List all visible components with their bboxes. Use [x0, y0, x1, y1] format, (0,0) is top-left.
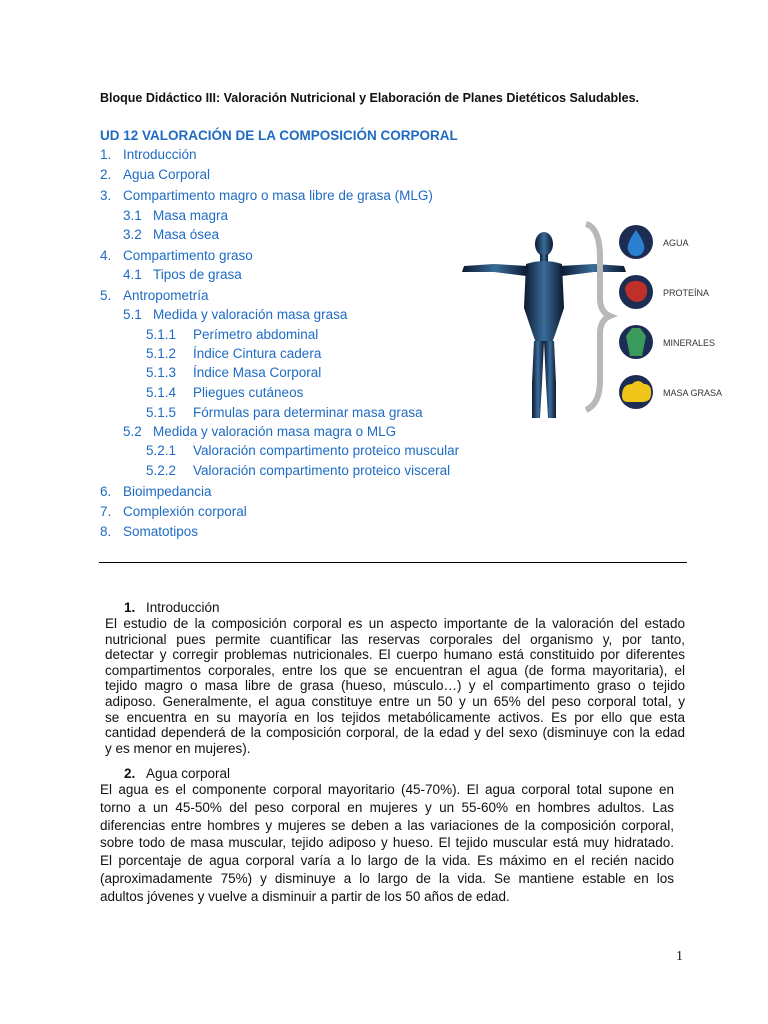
- toc-item[interactable]: [100, 147, 197, 162]
- toc-item-label: Masa ósea: [153, 227, 220, 242]
- toc-item-number: 5.1.5: [146, 405, 177, 420]
- toc-item-number: 5.1: [123, 307, 142, 322]
- toc-item-number: 3.: [100, 188, 112, 203]
- toc-item[interactable]: [100, 288, 209, 303]
- toc-item-number: 5.2: [123, 424, 142, 439]
- toc-item-label: Valoración compartimento proteico visceral: [193, 463, 451, 478]
- section-heading: [124, 600, 220, 615]
- section-title: Introducción: [146, 600, 220, 615]
- toc-item-number: 8.: [100, 524, 112, 539]
- toc-item-label: Compartimento magro o masa libre de grasa (MLG): [123, 188, 433, 203]
- toc-item-number: 5.1.3: [146, 365, 177, 380]
- toc-item-label: Somatotipos: [123, 524, 199, 539]
- toc-item-label: Índice Masa Corporal: [193, 365, 322, 380]
- toc-item-number: 4.1: [123, 267, 142, 282]
- paragraph-line: (aproximadamente 75%) y disminuye a lo largo de la vida. Se mantiene estable en los: [100, 870, 674, 886]
- toc-item-label: Complexión corporal: [123, 504, 247, 519]
- toc-item[interactable]: [100, 524, 198, 539]
- toc-item[interactable]: [100, 248, 253, 263]
- toc-item-label: Tipos de grasa: [153, 267, 242, 282]
- toc-item[interactable]: [123, 227, 219, 242]
- paragraph-line: El porcentaje de agua corporal varía a lo largo de la vida. Es máximo en el recién nacido: [100, 853, 674, 869]
- toc-item-label: Medida y valoración masa grasa: [153, 307, 348, 322]
- toc-item[interactable]: [100, 188, 433, 203]
- toc-item-label: Valoración compartimento proteico muscular: [193, 443, 460, 458]
- toc-item-number: 2.: [100, 167, 112, 182]
- paragraph-line: cantidad dependerá de la composición corporal, de la edad y del sexo (disminuye con la edad: [105, 725, 685, 741]
- toc-item[interactable]: [123, 307, 347, 322]
- toc-item[interactable]: [100, 504, 247, 519]
- figure-label-protein: PROTEÍNA: [663, 288, 710, 298]
- paragraph-line: tejido magro o masa libre de grasa (hueso, músculo…) y el compartimento graso o tejido: [105, 678, 685, 694]
- toc-item-label: Compartimento graso: [123, 248, 253, 263]
- toc-item[interactable]: [146, 385, 303, 400]
- section-number: 2.: [124, 766, 136, 781]
- toc-item-label: Bioimpedancia: [123, 484, 212, 499]
- brace-icon: [586, 224, 610, 410]
- toc-item[interactable]: [123, 267, 242, 282]
- unit-title: UD 12 VALORACIÓN DE LA COMPOSICIÓN CORPORAL: [100, 128, 458, 143]
- figure-label-minerals: MINERALES: [663, 338, 716, 348]
- toc-item-label: Antropometría: [123, 288, 209, 303]
- toc-item[interactable]: [146, 346, 321, 361]
- paragraph-line: El agua es el componente corporal mayoritario (45-70%). El agua corporal total supone en: [100, 782, 674, 797]
- toc-item[interactable]: [100, 484, 212, 499]
- toc-item-label: Perímetro abdominal: [193, 327, 319, 342]
- paragraph-line: detectar y corregir problemas nutricionales. El cuerpo humano está constituido por diferentes: [105, 647, 685, 663]
- divider: [99, 562, 687, 563]
- figure-label-fat: MASA GRASA: [663, 388, 723, 398]
- toc-item-number: 5.1.1: [146, 327, 177, 342]
- paragraph-line: El estudio de la composición corporal es un aspecto importante de la valoración del estado: [105, 616, 685, 631]
- toc-item[interactable]: [146, 405, 423, 420]
- toc-item-number: 4.: [100, 248, 112, 263]
- body-composition-illustration: [454, 208, 738, 428]
- section-number: 1.: [124, 600, 136, 615]
- toc-item[interactable]: [146, 463, 450, 478]
- section-heading: [124, 766, 230, 781]
- toc-item-number: 5.2.2: [146, 463, 177, 478]
- toc-item-label: Agua Corporal: [123, 167, 211, 182]
- page-number: 1: [676, 949, 683, 964]
- figure-label-water: AGUA: [663, 238, 689, 248]
- toc-item-number: 6.: [100, 484, 112, 499]
- paragraph-line: compartimentos corporales, entre los que se encuentran el agua (de forma mayoritaria), el: [105, 662, 685, 678]
- toc-item-label: Masa magra: [153, 208, 229, 223]
- body-composition-figure: [454, 208, 738, 428]
- toc-item-label: Medida y valoración masa magra o MLG: [153, 424, 397, 439]
- toc-item[interactable]: [123, 424, 396, 439]
- toc-item[interactable]: [146, 327, 318, 342]
- section-title: Agua corporal: [146, 766, 231, 781]
- toc-item[interactable]: [100, 167, 210, 182]
- toc-item-label: Fórmulas para determinar masa grasa: [193, 405, 423, 420]
- toc-item-number: 5.1.4: [146, 385, 177, 400]
- toc-item-number: 7.: [100, 504, 112, 519]
- block-title: Bloque Didáctico III: Valoración Nutricional y Elaboración de Planes Dietéticos Saludables.: [100, 91, 640, 105]
- toc-item-number: 1.: [100, 147, 112, 162]
- toc-item-number: 3.1: [123, 208, 142, 223]
- toc-item[interactable]: [146, 365, 321, 380]
- paragraph-line: nutricional pues permite cuantificar las reservas corporales del organismo y, por tanto,: [105, 631, 685, 647]
- paragraph-line: diferencias entre hombres y mujeres se deben a las variaciones de la composición corporal,: [100, 817, 674, 833]
- section-paragraph: [100, 781, 674, 906]
- paragraph-line: se encuentra en su mayoría en los tejidos metabólicamente activos. Es por ello que esta: [105, 709, 685, 725]
- section-paragraph: [105, 616, 685, 756]
- paragraph-line: adiposo. Generalmente, el agua constituye entre un 50 y un 65% del peso corporal total, y: [105, 693, 685, 709]
- paragraph-line: adultos jóvenes y vuelve a disminuir a partir de los 50 años de edad.: [100, 888, 510, 904]
- toc-item-number: 5.2.1: [146, 443, 177, 458]
- toc-item-number: 5.: [100, 288, 112, 303]
- paragraph-line: y es menor en mujeres).: [105, 740, 251, 756]
- toc-item-number: 3.2: [123, 227, 142, 242]
- toc-item[interactable]: [146, 443, 459, 458]
- toc-item-number: 5.1.2: [146, 346, 177, 361]
- toc-item-label: Introducción: [123, 147, 197, 162]
- toc-item-label: Pliegues cutáneos: [193, 385, 304, 400]
- toc-item[interactable]: [123, 208, 228, 223]
- paragraph-line: sobre todo de masa muscular, tejido adiposo y hueso. El tejido muscular está muy hidratado.: [100, 835, 674, 851]
- toc-item-label: Índice Cintura cadera: [193, 346, 322, 361]
- paragraph-line: torno a un 45-50% del peso corporal en mujeres y un 55-60% en hombres adultos. Las: [100, 799, 674, 815]
